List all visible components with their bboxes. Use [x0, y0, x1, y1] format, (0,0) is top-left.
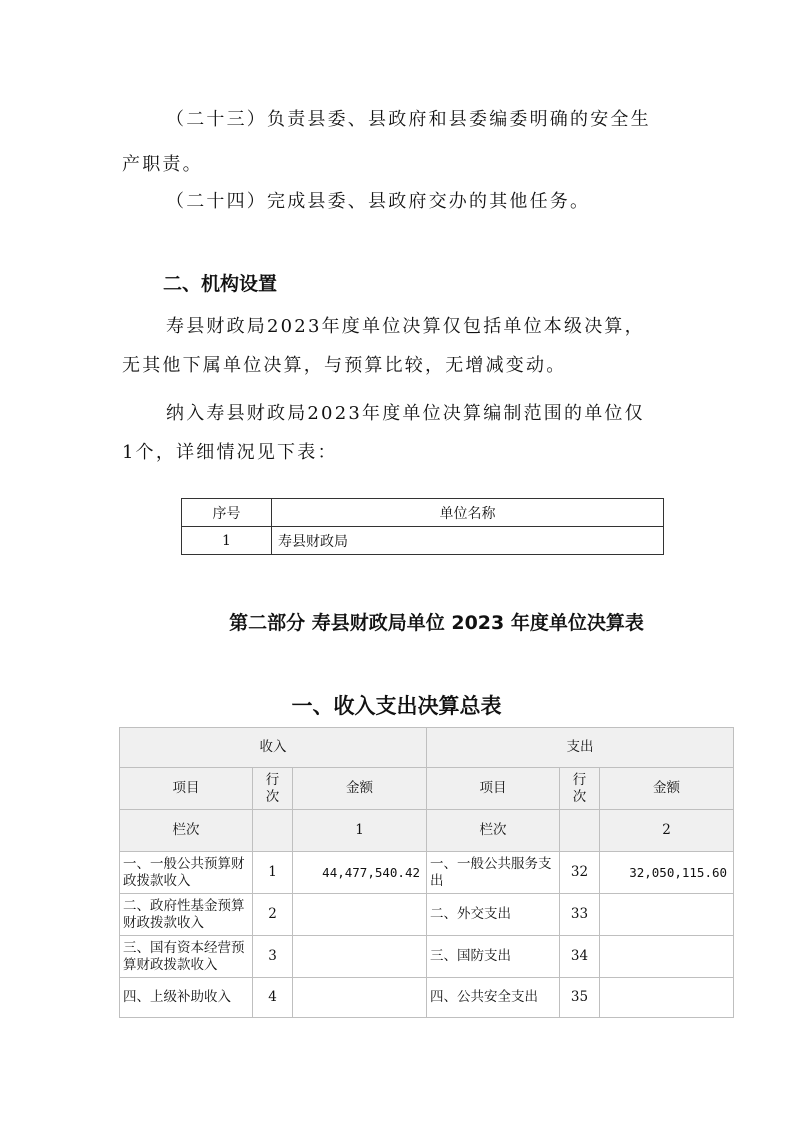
income-amount — [293, 936, 427, 978]
col-line-text: 行次 — [572, 771, 587, 805]
income-item: 二、政府性基金预算财政拨款收入 — [120, 894, 253, 936]
unit-table-header: 单位名称 — [272, 499, 664, 527]
table-row — [120, 810, 734, 852]
expense-line: 35 — [560, 978, 600, 1018]
paragraph-24: （二十四）完成县委、县政府交办的其他任务。 — [166, 191, 591, 212]
expense-item: 一、一般公共服务支出 — [427, 852, 560, 894]
expense-amount — [600, 978, 734, 1018]
lanci-income: 1 — [293, 810, 427, 852]
income-line: 2 — [253, 894, 293, 936]
table-row — [120, 852, 734, 894]
section-heading: 二、机构设置 — [163, 273, 278, 295]
col-line-header — [560, 768, 600, 810]
expense-item: 三、国防支出 — [427, 936, 560, 978]
lanci-label: 栏次 — [120, 810, 253, 852]
expense-amount: 32,050,115.60 — [600, 852, 734, 894]
lanci-empty — [560, 810, 600, 852]
expense-line: 32 — [560, 852, 600, 894]
unit-table-cell: 1 — [182, 527, 272, 555]
income-amount: 44,477,540.42 — [293, 852, 427, 894]
income-item: 一、一般公共预算财政拨款收入 — [120, 852, 253, 894]
income-amount — [293, 978, 427, 1018]
expense-line: 34 — [560, 936, 600, 978]
table-row — [120, 768, 734, 810]
col-item-header: 项目 — [427, 768, 560, 810]
table-row — [182, 527, 664, 555]
paragraph-23-line1: （二十三）负责县委、县政府和县委编委明确的安全生 — [166, 109, 651, 130]
expense-amount — [600, 894, 734, 936]
expense-group-header: 支出 — [427, 728, 734, 768]
expense-amount — [600, 936, 734, 978]
expense-line: 33 — [560, 894, 600, 936]
summary-table-title: 一、收入支出决算总表 — [291, 694, 502, 718]
section-para1-line2: 无其他下属单位决算，与预算比较，无增减变动。 — [122, 355, 567, 376]
section-para2-line2: 1个，详细情况见下表： — [122, 442, 338, 463]
col-line-text: 行次 — [265, 771, 280, 805]
table-row — [120, 894, 734, 936]
expense-item: 四、公共安全支出 — [427, 978, 560, 1018]
summary-table — [119, 727, 734, 1018]
unit-table-cell: 寿县财政局 — [272, 527, 664, 555]
table-row — [120, 728, 734, 768]
section-para1-line1: 寿县财政局2023年度单位决算仅包括单位本级决算， — [166, 316, 645, 337]
lanci-label: 栏次 — [427, 810, 560, 852]
col-amount-header: 金额 — [293, 768, 427, 810]
section-para2-line1: 纳入寿县财政局2023年度单位决算编制范围的单位仅 — [166, 403, 645, 424]
income-line: 3 — [253, 936, 293, 978]
income-item: 四、上级补助收入 — [120, 978, 253, 1018]
part2-title: 第二部分 寿县财政局单位 2023 年度单位决算表 — [229, 612, 644, 634]
table-row — [120, 936, 734, 978]
income-line: 4 — [253, 978, 293, 1018]
income-line: 1 — [253, 852, 293, 894]
paragraph-23-line2: 产职责。 — [122, 154, 203, 175]
col-item-header: 项目 — [120, 768, 253, 810]
table-row — [182, 499, 664, 527]
income-group-header: 收入 — [120, 728, 427, 768]
lanci-empty — [253, 810, 293, 852]
lanci-expense: 2 — [600, 810, 734, 852]
col-line-header — [253, 768, 293, 810]
unit-table-header: 序号 — [182, 499, 272, 527]
expense-item: 二、外交支出 — [427, 894, 560, 936]
income-amount — [293, 894, 427, 936]
col-amount-header: 金额 — [600, 768, 734, 810]
table-row — [120, 978, 734, 1018]
unit-table — [181, 498, 664, 555]
income-item: 三、国有资本经营预算财政拨款收入 — [120, 936, 253, 978]
